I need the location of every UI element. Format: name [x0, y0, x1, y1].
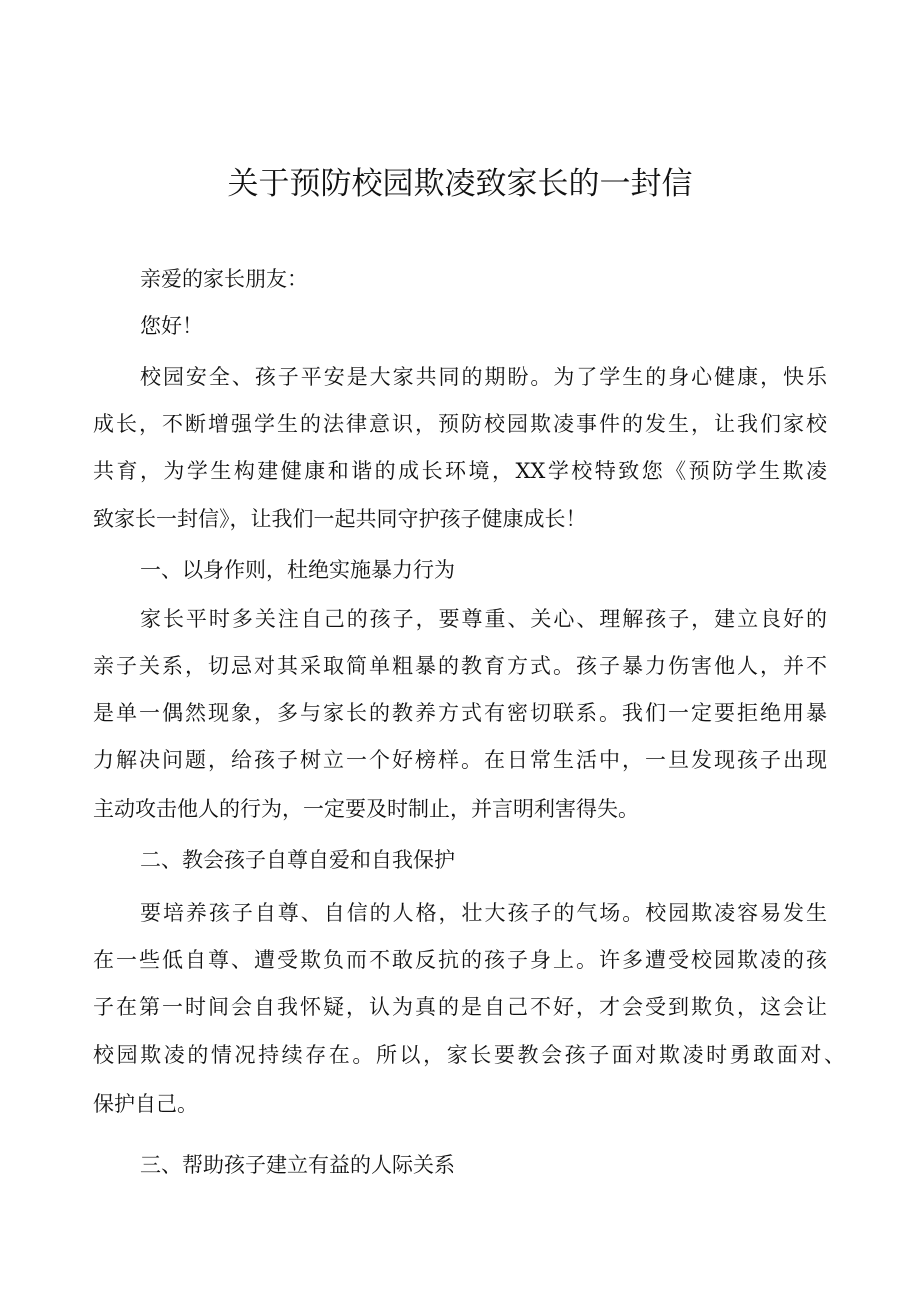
section-line: 保护自己。: [93, 1092, 198, 1116]
intro-line: 共育，为学生构建健康和谐的成长环境，XX学校特致您《预防学生欺凌: [93, 459, 827, 483]
section-heading: 二、教会孩子自尊自爱和自我保护: [140, 848, 455, 872]
section-line: 在一些低自尊、遭受欺负而不敢反抗的孩子身上。许多遭受校园欺凌的孩: [93, 948, 827, 972]
intro-line: 致家长一封信》，让我们一起共同守护孩子健康成长！: [93, 507, 587, 531]
section-heading: 一、以身作则，杜绝实施暴力行为: [140, 558, 455, 582]
section-heading: 三、帮助孩子建立有益的人际关系: [140, 1153, 455, 1177]
section-line: 主动攻击他人的行为，一定要及时制止，并言明利害得失。: [93, 797, 639, 821]
intro-line: 校园安全、孩子平安是大家共同的期盼。为了学生的身心健康，快乐: [140, 365, 827, 389]
section-line: 力解决问题，给孩子树立一个好榜样。在日常生活中，一旦发现孩子出现: [93, 748, 827, 772]
salutation: 亲爱的家长朋友：: [140, 267, 308, 291]
section-line: 子在第一时间会自我怀疑，认为真的是自己不好，才会受到欺负，这会让: [93, 995, 827, 1019]
section-line: 家长平时多关注自己的孩子，要尊重、关心、理解孩子，建立良好的: [140, 607, 827, 631]
section-line: 校园欺凌的情况持续存在。所以，家长要教会孩子面对欺凌时勇敢面对、: [93, 1043, 845, 1067]
intro-line: 成长，不断增强学生的法律意识，预防校园欺凌事件的发生，让我们家校: [93, 412, 827, 436]
section-line: 是单一偶然现象，多与家长的教养方式有密切联系。我们一定要拒绝用暴: [93, 701, 827, 725]
document-title: 关于预防校园欺凌致家长的一封信: [227, 166, 693, 202]
section-line: 亲子关系，切忌对其采取简单粗暴的教育方式。孩子暴力伤害他人，并不: [93, 654, 827, 678]
section-line: 要培养孩子自尊、自信的人格，壮大孩子的气场。校园欺凌容易发生: [140, 901, 827, 925]
greeting: 您好！: [140, 314, 203, 338]
